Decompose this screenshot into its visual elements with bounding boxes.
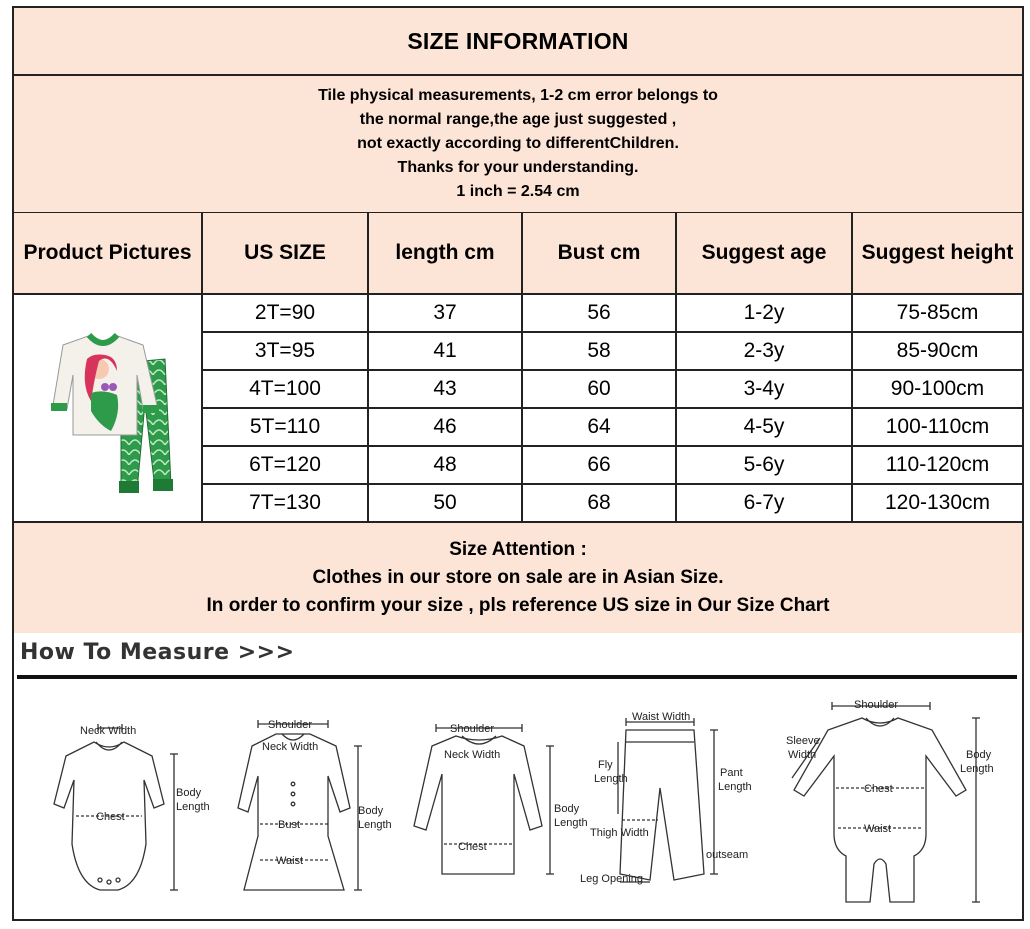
- cell-bust: 60: [522, 370, 676, 408]
- header-suggest-height: Suggest height: [852, 213, 1022, 294]
- cell-us-size: 2T=90: [202, 294, 368, 332]
- cell-bust: 68: [522, 484, 676, 522]
- header-product-pictures: Product Pictures: [14, 213, 202, 294]
- attention-line: In order to confirm your size , pls reference US size in Our Size Chart: [206, 595, 830, 616]
- cell-length: 37: [368, 294, 522, 332]
- label-leg-opening: Leg Opening: [580, 873, 643, 885]
- note-line: not exactly according to differentChildren.: [357, 135, 679, 152]
- cell-length: 48: [368, 446, 522, 484]
- cell-bust: 66: [522, 446, 676, 484]
- cell-age: 2-3y: [676, 332, 852, 370]
- cell-age: 5-6y: [676, 446, 852, 484]
- label-fly: Fly: [598, 759, 613, 771]
- label-shoulder: Shoulder: [268, 719, 313, 731]
- cell-us-size: 6T=120: [202, 446, 368, 484]
- cell-length: 50: [368, 484, 522, 522]
- cell-us-size: 7T=130: [202, 484, 368, 522]
- label-outseam: outseam: [706, 849, 749, 861]
- cell-length: 41: [368, 332, 522, 370]
- cell-height: 120-130cm: [852, 484, 1022, 522]
- label-chest: Chest: [458, 841, 487, 853]
- attention-heading: Size Attention :: [449, 539, 587, 560]
- cell-bust: 58: [522, 332, 676, 370]
- cell-height: 100-110cm: [852, 408, 1022, 446]
- note-line: Thanks for your understanding.: [397, 159, 639, 176]
- label-shoulder: Shoulder: [854, 699, 899, 711]
- romper-diagram: [792, 702, 980, 902]
- label-waist-width: Waist Width: [632, 711, 691, 723]
- label-neck-width: Neck Width: [80, 725, 137, 737]
- pants-diagram: [618, 718, 718, 882]
- size-attention: [14, 521, 1022, 633]
- bodysuit-diagram: [54, 724, 178, 890]
- note-line: the normal range,the age just suggested ,: [359, 111, 677, 128]
- label-fly-length: Length: [594, 773, 628, 785]
- measurement-notes: [14, 76, 1022, 214]
- label-pant: Pant: [720, 767, 743, 779]
- table-row: [14, 294, 1022, 332]
- label-body: Body: [358, 805, 384, 817]
- header-length: length cm: [368, 213, 522, 294]
- header-suggest-age: Suggest age: [676, 213, 852, 294]
- label-length: Length: [176, 801, 210, 813]
- cell-height: 85-90cm: [852, 332, 1022, 370]
- size-table: [14, 213, 1022, 523]
- label-neck-width: Neck Width: [444, 749, 501, 761]
- cell-bust: 56: [522, 294, 676, 332]
- label-waist: Waist: [864, 823, 892, 835]
- pajama-set-image: [33, 305, 183, 505]
- size-chart: [12, 6, 1024, 921]
- note-line: 1 inch = 2.54 cm: [456, 183, 580, 200]
- cell-age: 3-4y: [676, 370, 852, 408]
- header-bust: Bust cm: [522, 213, 676, 294]
- label-waist: Waist: [276, 855, 304, 867]
- cell-us-size: 3T=95: [202, 332, 368, 370]
- how-to-measure-diagrams: [14, 684, 1022, 919]
- cell-height: 110-120cm: [852, 446, 1022, 484]
- label-sleeve-width: Width: [788, 749, 817, 761]
- label-body: Body: [554, 803, 580, 815]
- label-chest: Chest: [864, 783, 893, 795]
- label-neck-width: Neck Width: [262, 741, 319, 753]
- cell-age: 1-2y: [676, 294, 852, 332]
- label-body: Body: [966, 749, 992, 761]
- cell-height: 90-100cm: [852, 370, 1022, 408]
- note-line: Tile physical measurements, 1-2 cm error belongs to: [318, 87, 718, 104]
- cell-us-size: 4T=100: [202, 370, 368, 408]
- size-information-title: SIZE INFORMATION: [14, 8, 1022, 76]
- label-bust: Bust: [278, 819, 301, 831]
- header-us-size: US SIZE: [202, 213, 368, 294]
- cell-age: 4-5y: [676, 408, 852, 446]
- cell-length: 46: [368, 408, 522, 446]
- cell-length: 43: [368, 370, 522, 408]
- product-picture: [14, 294, 202, 522]
- label-length: Length: [960, 763, 994, 775]
- cell-height: 75-85cm: [852, 294, 1022, 332]
- label-shoulder: Shoulder: [450, 723, 495, 735]
- divider: [17, 675, 1017, 679]
- label-length: Length: [358, 819, 392, 831]
- label-sleeve: Sleeve: [786, 735, 820, 747]
- cell-us-size: 5T=110: [202, 408, 368, 446]
- label-thigh-width: Thigh Width: [590, 827, 649, 839]
- label-pant-length: Length: [718, 781, 752, 793]
- label-body: Body: [176, 787, 202, 799]
- attention-line: Clothes in our store on sale are in Asian Size.: [312, 567, 724, 588]
- how-to-measure-title: How To Measure >>>: [20, 640, 295, 665]
- label-chest: Chest: [96, 811, 125, 823]
- cell-age: 6-7y: [676, 484, 852, 522]
- label-length: Length: [554, 817, 588, 829]
- cell-bust: 64: [522, 408, 676, 446]
- table-header-row: [14, 213, 1022, 294]
